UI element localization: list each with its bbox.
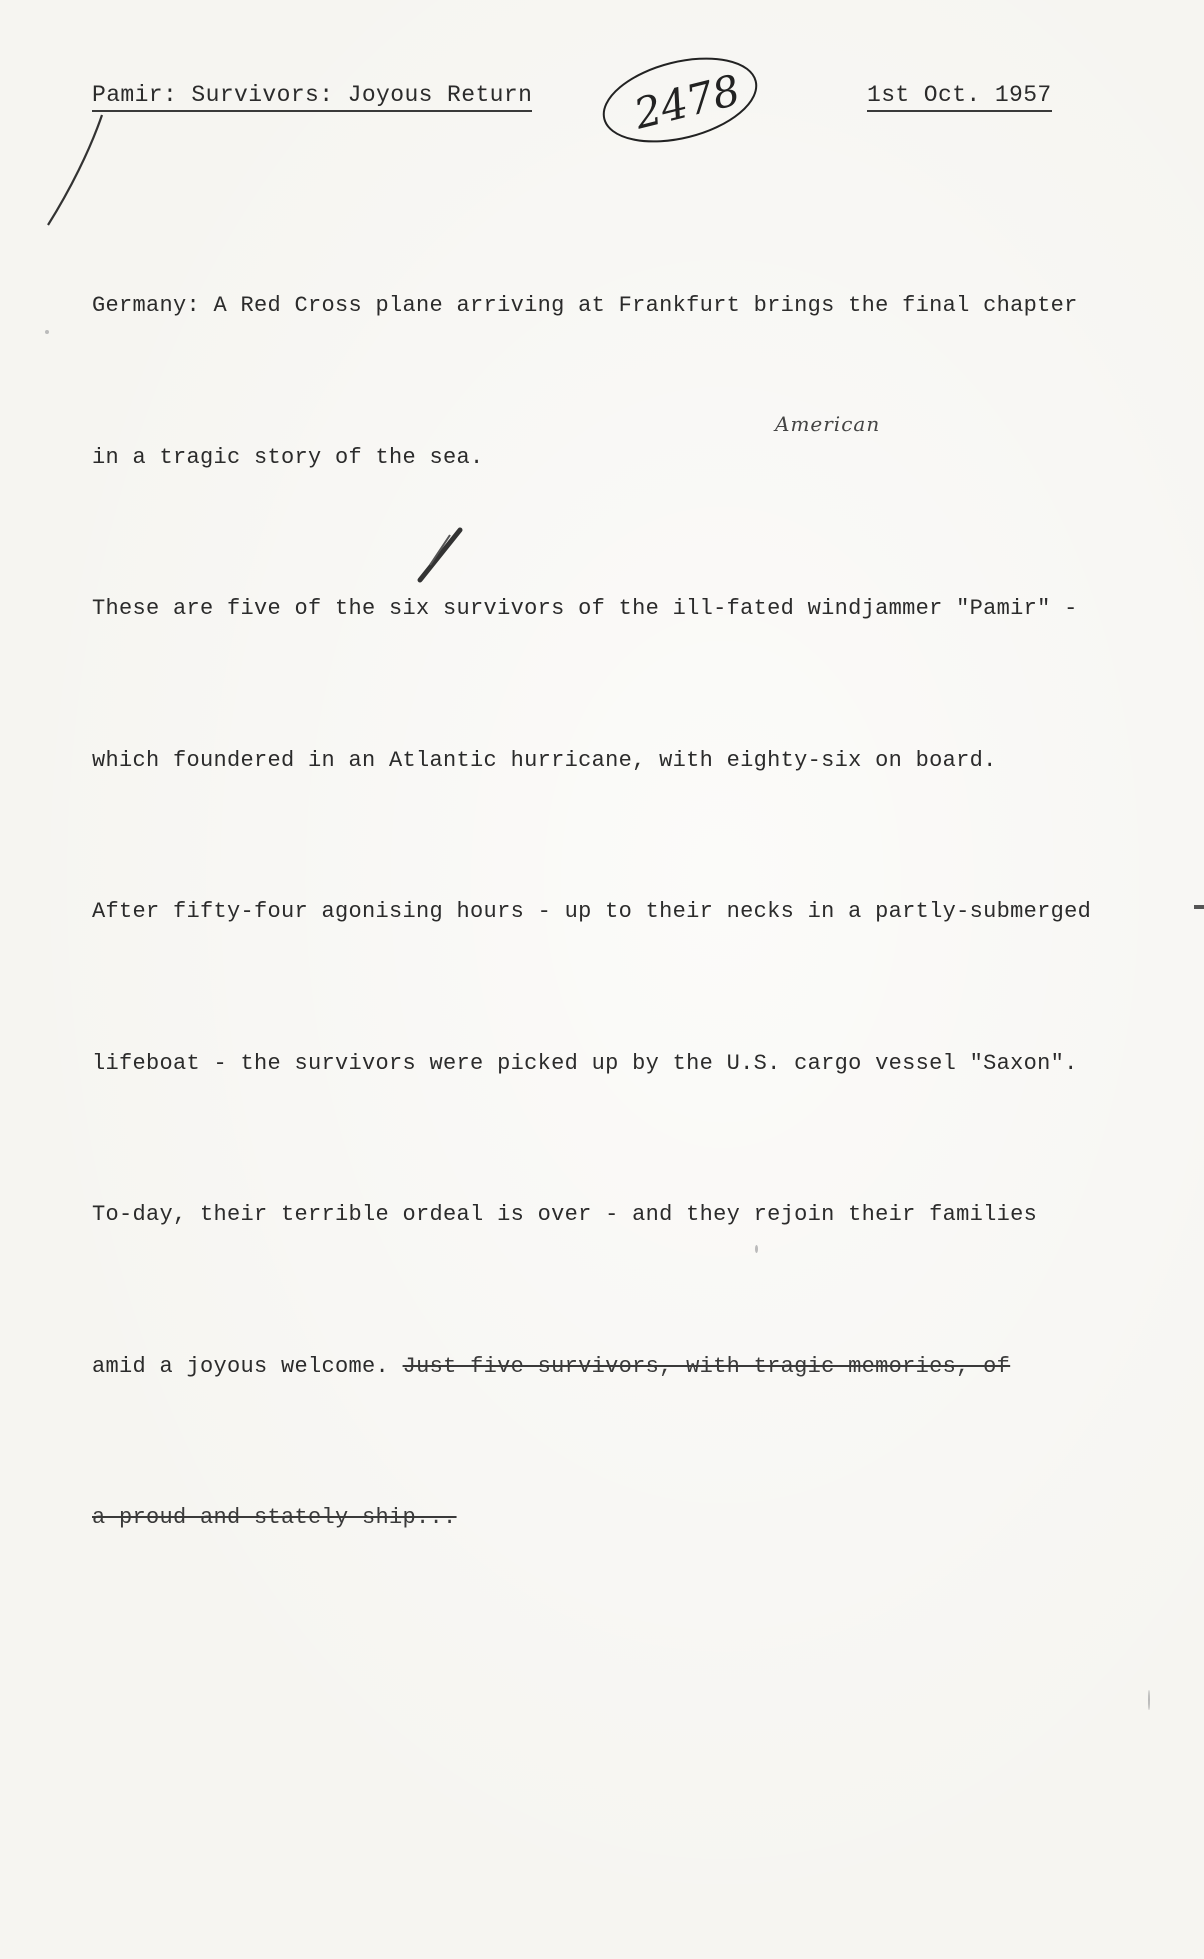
paper-speck — [1148, 1690, 1150, 1710]
body-line: lifeboat - the survivors were picked up by the U.S. cargo vessel "Saxon". — [92, 1050, 1078, 1076]
document-body — [92, 180, 1192, 1645]
body-line-struck: a proud and stately ship... — [92, 1505, 457, 1530]
edge-mark — [1194, 905, 1204, 909]
document-header — [92, 82, 1062, 122]
body-line: Germany: A Red Cross plane arriving at Frankfurt brings the final chapter — [92, 293, 1078, 318]
handwritten-insertion: American — [775, 412, 881, 436]
paper-speck — [45, 330, 49, 334]
body-line: To-day, their terrible ordeal is over - and they rejoin their families — [92, 1202, 1038, 1227]
paper-speck — [755, 1245, 758, 1253]
body-line: in a tragic story of the sea. — [92, 444, 484, 470]
body-line: These are five of the six survivors of the ill-fated windjammer "Pamir" - — [92, 596, 1078, 621]
body-line: After fifty-four agonising hours - up to their necks in a partly-submerged — [92, 899, 1092, 924]
struck-text: Just five survivors, with tragic memories, of — [402, 1353, 1011, 1379]
handwritten-number-stamp — [595, 40, 775, 150]
body-line-text: amid a joyous welcome. — [92, 1353, 403, 1379]
body-line-with-strike — [92, 1342, 1192, 1393]
document-title: Pamir: Survivors: Joyous Return — [92, 82, 532, 112]
stamp-number: 2478 — [629, 65, 745, 139]
pencil-cut-mark — [410, 525, 470, 585]
document-date: 1st Oct. 1957 — [867, 82, 1052, 112]
body-line: which foundered in an Atlantic hurricane, with eighty-six on board. — [92, 747, 997, 773]
